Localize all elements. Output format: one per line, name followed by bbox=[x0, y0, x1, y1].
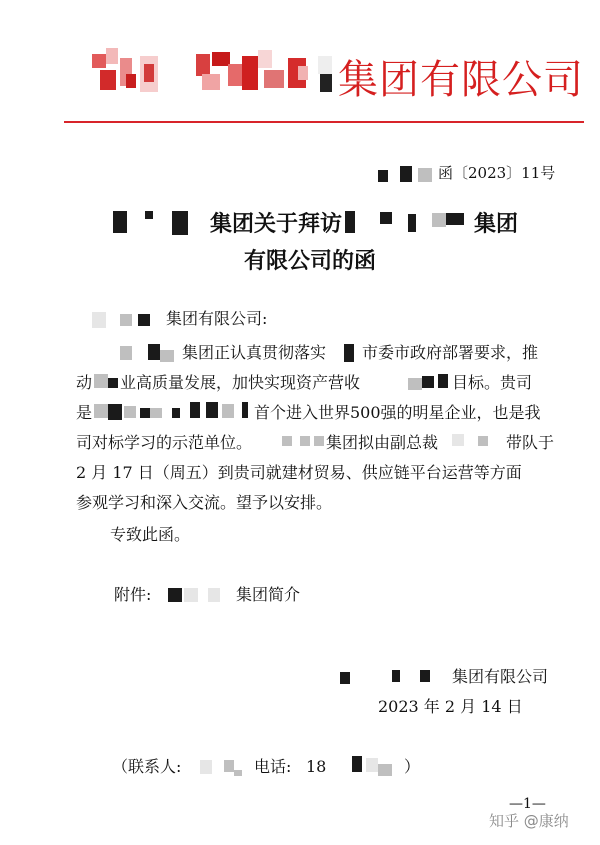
title-line-2: 有限公司的函 bbox=[244, 248, 377, 274]
redacted-block bbox=[120, 346, 132, 360]
redacted-block bbox=[418, 168, 432, 182]
redacted-block bbox=[234, 770, 242, 776]
watermark: 知乎 @康纳 bbox=[489, 812, 569, 830]
redacted-block bbox=[378, 764, 392, 776]
redacted-block bbox=[282, 436, 292, 446]
body-line-6: 参观学习和深入交流。望予以安排。 bbox=[76, 493, 333, 512]
redacted-block bbox=[120, 314, 132, 326]
redacted-block bbox=[366, 758, 378, 772]
attachment-label: 附件: bbox=[114, 585, 152, 604]
redacted-block bbox=[190, 402, 200, 418]
redacted-block bbox=[108, 378, 118, 388]
redacted-block bbox=[148, 344, 160, 360]
attachment-text: 集团简介 bbox=[236, 585, 301, 604]
redacted-block bbox=[92, 312, 106, 328]
body-line-2a: 动 bbox=[76, 373, 93, 392]
redacted-block bbox=[408, 378, 422, 390]
redacted-block bbox=[145, 211, 153, 219]
contact-phone-prefix: 18 bbox=[306, 757, 327, 776]
redacted-block bbox=[344, 344, 354, 362]
redacted-block bbox=[108, 404, 122, 420]
redacted-block bbox=[378, 170, 388, 182]
redacted-block bbox=[408, 214, 416, 232]
redacted-block bbox=[94, 404, 108, 418]
signature-date: 2023 年 2 月 14 日 bbox=[378, 697, 523, 716]
body-line-3b: 首个进入世界500强的明星企业，也是我 bbox=[254, 403, 541, 422]
header-logo-mosaic bbox=[92, 48, 332, 104]
redacted-block bbox=[168, 588, 182, 602]
page-number: —1— bbox=[509, 796, 546, 812]
header-rule bbox=[64, 121, 584, 123]
body-line-2c: 目标。贵司 bbox=[452, 373, 533, 392]
redacted-block bbox=[242, 402, 248, 418]
redacted-block bbox=[352, 756, 362, 772]
body-line-1b: 市委市政府部署要求，推 bbox=[362, 343, 539, 362]
redacted-block bbox=[420, 670, 430, 682]
redacted-block bbox=[432, 213, 446, 227]
redacted-block bbox=[380, 212, 392, 224]
body-line-2b-text: 业高质量发展，加快实现资产营收 bbox=[120, 373, 361, 392]
redacted-block bbox=[392, 670, 400, 682]
redacted-block bbox=[452, 434, 464, 446]
body-line-4c: 带队于 bbox=[506, 433, 555, 452]
redacted-block bbox=[124, 406, 136, 418]
redacted-block bbox=[478, 436, 488, 446]
redacted-block bbox=[172, 211, 188, 235]
redacted-block bbox=[172, 408, 180, 418]
title-line-1b: 集团 bbox=[474, 211, 519, 237]
body-line-3a: 是 bbox=[76, 403, 93, 422]
contact-label: （联系人: bbox=[112, 757, 182, 776]
redacted-block bbox=[184, 588, 198, 602]
redacted-block bbox=[200, 760, 212, 774]
signature-org: 集团有限公司 bbox=[452, 667, 549, 686]
redacted-block bbox=[400, 166, 412, 182]
redacted-block bbox=[113, 211, 127, 233]
redacted-block bbox=[345, 211, 355, 233]
body-line-5: 2 月 17 日（周五）到贵司就建材贸易、供应链平台运营等方面 bbox=[76, 463, 522, 482]
body-line-4b: 集团拟由副总裁 bbox=[326, 433, 439, 452]
redacted-block bbox=[446, 213, 464, 225]
redacted-block bbox=[222, 404, 234, 418]
redacted-block bbox=[94, 374, 108, 388]
redacted-block bbox=[150, 408, 162, 418]
redacted-block bbox=[206, 402, 218, 418]
redacted-block bbox=[300, 436, 310, 446]
header-title: 集团有限公司 bbox=[338, 57, 584, 103]
redacted-block bbox=[438, 374, 448, 388]
title-line-1a: 集团关于拜访 bbox=[210, 211, 343, 237]
redacted-block bbox=[140, 408, 150, 418]
redacted-block bbox=[208, 588, 220, 602]
body-line-4a: 司对标学习的示范单位。 bbox=[76, 433, 253, 452]
body-line-1a: 集团正认真贯彻落实 bbox=[182, 343, 327, 362]
redacted-block bbox=[340, 672, 350, 684]
redacted-block bbox=[224, 760, 234, 772]
redacted-block bbox=[160, 350, 174, 362]
redacted-block bbox=[314, 436, 324, 446]
salutation: 集团有限公司: bbox=[166, 309, 268, 328]
closing: 专致此函。 bbox=[110, 525, 191, 544]
contact-close: ） bbox=[404, 757, 421, 776]
doc-number: 函〔2023〕11号 bbox=[438, 164, 556, 182]
contact-phone-label: 电话: bbox=[254, 757, 292, 776]
redacted-block bbox=[138, 314, 150, 326]
redacted-block bbox=[422, 376, 434, 388]
